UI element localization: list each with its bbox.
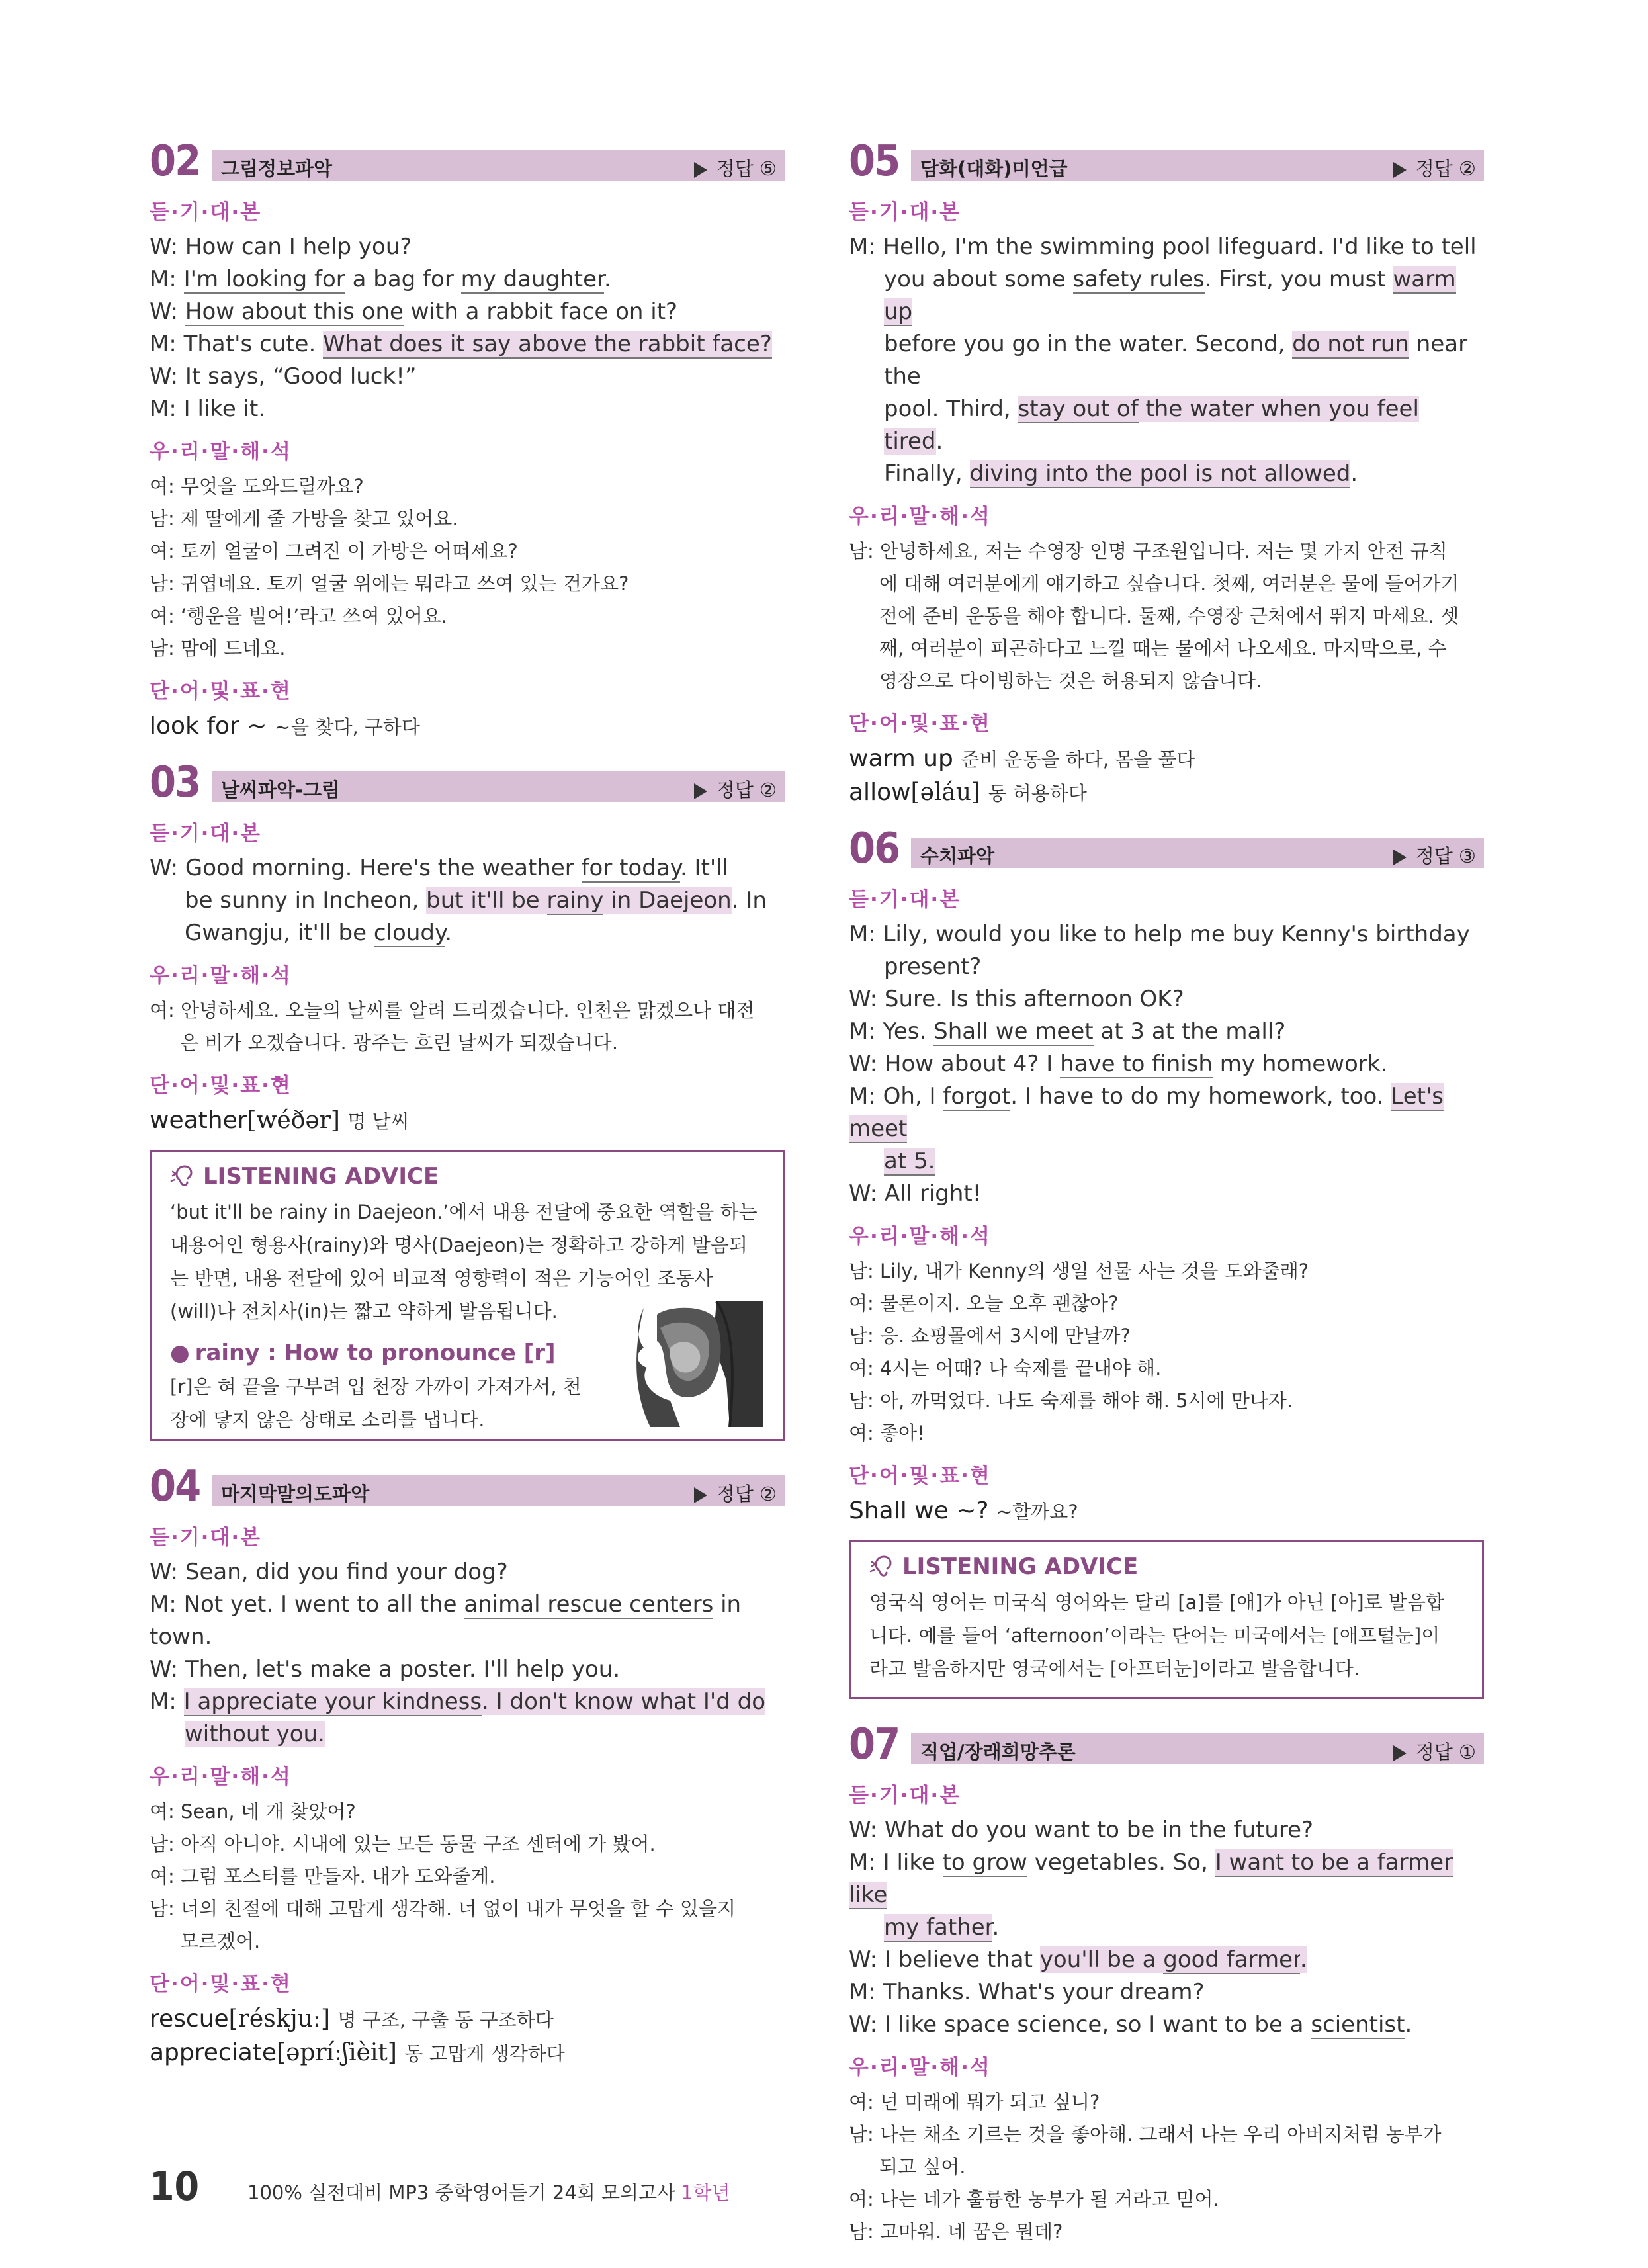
underlined-phrase: forgot bbox=[943, 1083, 1011, 1110]
page-footer bbox=[150, 2163, 730, 2210]
highlighted-phrase: . bbox=[1299, 1946, 1307, 1973]
script-text: Not yet. I went to all the bbox=[183, 1591, 464, 1618]
play-triangle-icon bbox=[694, 1487, 707, 1503]
script-continuation bbox=[849, 458, 1484, 490]
vocab-word: look for ~ bbox=[150, 713, 267, 740]
question-bar bbox=[911, 1733, 1484, 1764]
grade-label: 1학년 bbox=[681, 2181, 730, 2204]
script-text: my homework. bbox=[1212, 1051, 1388, 1077]
question-number: 07 bbox=[849, 1720, 900, 1769]
vocab-item bbox=[150, 2036, 785, 2070]
script-text: Then, let's make a poster. I'll help you. bbox=[185, 1656, 621, 1682]
question-header bbox=[150, 137, 785, 186]
script-line bbox=[849, 1048, 1484, 1080]
advice-title bbox=[869, 1551, 1467, 1582]
translation-line: 여: 4시는 어때? 나 숙제를 끝내야 해. bbox=[849, 1357, 1162, 1379]
question-topic: 수치파악 bbox=[920, 845, 995, 867]
vocab-word: rescue bbox=[150, 2005, 229, 2032]
script-text: Good morning. Here's the weather bbox=[185, 855, 582, 881]
script-continuation bbox=[150, 885, 785, 917]
vocab-label: 단·어·및·표·현 bbox=[849, 1464, 991, 1488]
underlined-phrase: scientist bbox=[1311, 2011, 1405, 2038]
script-text: Oh, I bbox=[883, 1083, 943, 1110]
translation-line: 남: 귀엽네요. 토끼 얼굴 위에는 뭐라고 쓰여 있는 건가요? bbox=[150, 572, 629, 595]
script-text: . bbox=[1405, 2011, 1412, 2038]
question-topic: 담화(대화)미언급 bbox=[920, 157, 1068, 180]
vocab-pronunciation: [əláu] bbox=[910, 779, 981, 806]
advice-line: 장에 닿지 않은 상태로 소리를 냅니다. bbox=[170, 1409, 485, 1431]
speaker: W: bbox=[849, 1817, 878, 1843]
script-label: 듣·기·대·본 bbox=[849, 1784, 961, 1808]
script-text: It says, “Good luck!” bbox=[185, 363, 417, 390]
vocab-item bbox=[150, 2003, 785, 2036]
speaker: W: bbox=[150, 234, 179, 260]
script-line bbox=[150, 1556, 785, 1589]
question-04 bbox=[150, 1462, 785, 2070]
speaker: M: bbox=[150, 266, 177, 292]
advice-line: ‘but it'll be rainy in Daejeon.’에서 내용 전달에 중요한 역할을 하는 bbox=[170, 1201, 758, 1223]
translation-line: 남: 고마워. 네 꿈은 뭔데? bbox=[849, 2220, 1063, 2243]
vocab-label: 단·어·및·표·현 bbox=[150, 1972, 292, 1996]
translation-label: 우·리·말·해·석 bbox=[150, 964, 292, 988]
translation-continuation: 은 비가 오겠습니다. 광주는 흐린 날씨가 되겠습니다. bbox=[180, 1031, 619, 1054]
answer-text: 정답 ⑤ bbox=[716, 157, 777, 180]
script-label: 듣·기·대·본 bbox=[849, 888, 961, 912]
script-text: I like it. bbox=[183, 396, 266, 422]
script-text: you about some bbox=[884, 266, 1073, 292]
advice-line: 는 반면, 내용 전달에 있어 비교적 영향력이 적은 기능어인 조동사 bbox=[170, 1267, 713, 1289]
answer-label bbox=[694, 154, 777, 181]
script-line bbox=[849, 231, 1484, 490]
script-text: Thanks. What's your dream? bbox=[883, 1979, 1205, 2005]
script-line bbox=[150, 296, 785, 328]
question-bar bbox=[212, 771, 785, 802]
translation-line: 남: 아직 아니야. 시내에 있는 모든 동물 구조 센터에 가 봤어. bbox=[150, 1833, 656, 1855]
script-text: before you go in the water. Second, bbox=[884, 331, 1293, 357]
vocab-label: 단·어·및·표·현 bbox=[150, 679, 292, 703]
advice-text bbox=[869, 1586, 1467, 1685]
script-text: Sure. Is this afternoon OK? bbox=[884, 986, 1184, 1012]
highlighted-phrase: without you. bbox=[185, 1721, 325, 1747]
script-text: Hello, I'm the swimming pool lifeguard. I'd like to tell bbox=[883, 234, 1477, 260]
translation-line: 여: 물론이지. 오늘 오후 괜찮아? bbox=[849, 1292, 1119, 1315]
question-02 bbox=[150, 137, 785, 744]
script-label: 듣·기·대·본 bbox=[150, 200, 262, 224]
translation-line: 여: 나는 네가 훌륭한 농부가 될 거라고 믿어. bbox=[849, 2188, 1219, 2210]
highlighted-phrase: What does it say above the rabbit face? bbox=[323, 331, 772, 357]
translation-label: 우·리·말·해·석 bbox=[849, 505, 991, 529]
translation-text: 여: 안녕하세요. 오늘의 날씨를 알려 드리겠습니다. 인천은 맑겠으나 대전 bbox=[150, 999, 755, 1022]
question-number: 02 bbox=[150, 137, 200, 186]
script-line bbox=[150, 328, 785, 361]
speaker: M: bbox=[849, 1979, 876, 2005]
question-number: 05 bbox=[849, 137, 900, 186]
vocab-list bbox=[849, 742, 1484, 810]
translation-line bbox=[150, 994, 785, 1059]
script-continuation bbox=[849, 1911, 1484, 1944]
underlined-phrase: safety rules bbox=[1072, 266, 1205, 292]
underlined-phrase: How about this one bbox=[185, 298, 404, 325]
highlighted-phrase: I appreciate your kindness bbox=[183, 1688, 482, 1715]
vocab-word: appreciate bbox=[150, 2039, 277, 2066]
script-line bbox=[849, 1016, 1484, 1048]
highlighted-phrase: do not run bbox=[1292, 331, 1409, 357]
script-continuation bbox=[150, 917, 785, 949]
script-line bbox=[849, 1944, 1484, 1976]
script-line bbox=[849, 918, 1484, 983]
highlighted-phrase: not allowed bbox=[1220, 460, 1351, 487]
answer-text: 정답 ② bbox=[716, 1483, 777, 1505]
mouth-cross-section-diagram bbox=[630, 1301, 763, 1427]
underlined-phrase: have to finish bbox=[1060, 1051, 1213, 1077]
script-text: be sunny in Incheon, bbox=[185, 887, 427, 914]
vocab-def: 명 구조, 구출 동 구조하다 bbox=[337, 2009, 554, 2031]
script-line bbox=[849, 1178, 1484, 1210]
advice-subtitle-text: rainy : How to pronounce [r] bbox=[195, 1340, 556, 1366]
vocab-def: 준비 운동을 하다, 몸을 풀다 bbox=[961, 748, 1195, 771]
vocab-list bbox=[150, 2003, 785, 2070]
script-text: How about 4? I bbox=[884, 1051, 1061, 1077]
script-line bbox=[150, 231, 785, 263]
script-text: All right! bbox=[884, 1180, 982, 1207]
script-text: . I have to do my homework, too. bbox=[1010, 1083, 1391, 1110]
vocab-def: ~할까요? bbox=[996, 1501, 1078, 1523]
script-line bbox=[849, 1976, 1484, 2009]
vocab-list bbox=[150, 710, 785, 744]
answer-label bbox=[1393, 1737, 1476, 1765]
script-text: . bbox=[603, 266, 611, 292]
vocab-item bbox=[849, 776, 1484, 810]
vocab-def: 동 허용하다 bbox=[988, 782, 1087, 805]
speaker: W: bbox=[150, 855, 179, 881]
listening-advice-box bbox=[150, 1150, 785, 1441]
vocab-pronunciation: [əpríːʃièit] bbox=[277, 2039, 397, 2066]
underlined-phrase: my daughter bbox=[460, 266, 604, 292]
translation-line bbox=[150, 1893, 785, 1958]
script-text: How can I help you? bbox=[185, 234, 412, 260]
translation-text: 남: 안녕하세요, 저는 수영장 인명 구조원입니다. 저는 몇 가지 안전 규칙 bbox=[849, 540, 1448, 562]
translation-continuation: 모르겠어. bbox=[180, 1930, 261, 1952]
underlined-phrase: animal rescue centers bbox=[464, 1591, 714, 1618]
script-line bbox=[849, 983, 1484, 1016]
translation bbox=[849, 2086, 1484, 2248]
script-text: a bag for bbox=[345, 266, 461, 292]
question-bar bbox=[212, 1475, 785, 1506]
answer-text: 정답 ③ bbox=[1415, 845, 1476, 867]
speaker: W: bbox=[150, 363, 179, 390]
translation-line: 여: 넌 미래에 뭐가 되고 싶니? bbox=[849, 2091, 1100, 2113]
page-number: 10 bbox=[150, 2163, 200, 2210]
script bbox=[150, 231, 785, 425]
translation-line: 여: ‘행운을 빌어!’라고 쓰여 있어요. bbox=[150, 605, 448, 627]
script-text: Finally, bbox=[884, 460, 970, 487]
highlighted-phrase: the water when you feel tired bbox=[884, 396, 1419, 455]
script-text: . First, you must bbox=[1204, 266, 1393, 292]
script-text: That's cute. bbox=[183, 331, 324, 357]
translation-line: 남: 응. 쇼핑몰에서 3시에 만날까? bbox=[849, 1325, 1131, 1347]
play-triangle-icon bbox=[1393, 850, 1407, 865]
ear-icon bbox=[869, 1553, 896, 1579]
script-text: What do you want to be in the future? bbox=[884, 1817, 1314, 1843]
bullet-icon: ● bbox=[170, 1340, 190, 1366]
advice-line: [r]은 혀 끝을 구부려 입 천장 가까이 가져가서, 천 bbox=[170, 1375, 582, 1398]
translation bbox=[150, 470, 785, 665]
answer-label bbox=[694, 1479, 777, 1506]
underlined-phrase: for today bbox=[581, 855, 680, 881]
translation-line: 여: 토끼 얼굴이 그려진 이 가방은 어떠세요? bbox=[150, 540, 518, 562]
speaker: M: bbox=[849, 234, 876, 260]
advice-line: 라고 발음하지만 영국에서는 [아프터눈]이라고 발음합니다. bbox=[869, 1657, 1360, 1680]
highlighted-phrase: diving into the pool is bbox=[969, 460, 1221, 487]
vocab-word: warm up bbox=[849, 745, 953, 772]
advice-title bbox=[170, 1161, 768, 1192]
script-label: 듣·기·대·본 bbox=[150, 1526, 262, 1549]
translation-text: 남: 너의 친절에 대해 고맙게 생각해. 너 없이 내가 무엇을 할 수 있을지 bbox=[150, 1897, 736, 1920]
vocab-label: 단·어·및·표·현 bbox=[849, 712, 991, 736]
right-column bbox=[849, 137, 1484, 2268]
advice-title-text: LISTENING ADVICE bbox=[902, 1553, 1139, 1580]
script-text: . bbox=[445, 920, 453, 946]
answer-text: 정답 ① bbox=[1415, 1741, 1476, 1763]
script-continuation bbox=[849, 393, 1484, 458]
advice-line: 내용어인 형용사(rainy)와 명사(Daejeon)는 정확하고 강하게 발음되 bbox=[170, 1234, 748, 1256]
speaker: W: bbox=[849, 986, 878, 1012]
question-07 bbox=[849, 1720, 1484, 2248]
listening-advice-box bbox=[849, 1540, 1484, 1699]
highlighted-phrase: warm up bbox=[884, 266, 1456, 325]
script-continuation: present? bbox=[884, 953, 982, 980]
vocab-label: 단·어·및·표·현 bbox=[150, 1074, 292, 1098]
question-header bbox=[150, 1462, 785, 1511]
script-text: Sean, did you find your dog? bbox=[185, 1559, 508, 1585]
question-number: 03 bbox=[150, 758, 200, 807]
question-topic: 그림정보파악 bbox=[221, 157, 333, 180]
question-topic: 마지막말의도파악 bbox=[221, 1483, 370, 1505]
script-text: I believe that bbox=[884, 1946, 1040, 1973]
script-line bbox=[849, 1847, 1484, 1944]
question-header bbox=[849, 824, 1484, 873]
highlighted-phrase: but it'll be bbox=[426, 887, 547, 914]
question-header bbox=[849, 137, 1484, 186]
question-bar bbox=[911, 838, 1484, 868]
script-text: I like bbox=[883, 1849, 943, 1876]
translation-continuation: 전에 준비 운동을 해야 합니다. 둘째, 수영장 근처에서 뛰지 마세요. 셋 bbox=[879, 605, 1459, 627]
translation-line: 남: 맘에 드네요. bbox=[150, 637, 286, 660]
highlighted-phrase: in Daejeon bbox=[603, 887, 732, 914]
translation bbox=[849, 535, 1484, 697]
highlighted-phrase: good farmer bbox=[1163, 1946, 1300, 1973]
translation-label: 우·리·말·해·석 bbox=[150, 440, 292, 464]
speaker: W: bbox=[849, 1946, 878, 1973]
answer-label bbox=[1393, 842, 1476, 869]
script-continuation bbox=[849, 328, 1484, 393]
advice-title-text: LISTENING ADVICE bbox=[203, 1163, 439, 1190]
script-text: at 3 at the mall? bbox=[1093, 1018, 1286, 1045]
vocab-def: ~을 찾다, 구하다 bbox=[274, 716, 420, 738]
script-line bbox=[150, 263, 785, 296]
speaker: M: bbox=[150, 396, 177, 422]
translation-line: 여: 무엇을 도와드릴까요? bbox=[150, 475, 364, 498]
script-text: Gwangju, it'll be bbox=[185, 920, 374, 946]
vocab-item bbox=[849, 1495, 1484, 1528]
vocab-def: 명 날씨 bbox=[347, 1110, 410, 1133]
question-header bbox=[849, 1720, 1484, 1769]
script-line bbox=[150, 852, 785, 949]
underlined-phrase: to grow bbox=[942, 1849, 1027, 1876]
highlighted-phrase: I want to be a farmer like bbox=[849, 1849, 1453, 1908]
question-05 bbox=[849, 137, 1484, 810]
translation-line bbox=[849, 2118, 1484, 2183]
script bbox=[150, 1556, 785, 1751]
underlined-phrase: Shall we meet bbox=[933, 1018, 1094, 1045]
speaker: M: bbox=[849, 1018, 876, 1045]
script-line bbox=[150, 1653, 785, 1686]
advice-line: 니다. 예를 들어 ‘afternoon’이라는 단어는 미국에서는 [애프털눈]이 bbox=[869, 1624, 1440, 1647]
script-continuation bbox=[849, 1145, 1484, 1178]
script-text: in town. bbox=[150, 1591, 742, 1650]
translation-continuation: 되고 싶어. bbox=[879, 2156, 966, 2178]
question-number: 04 bbox=[150, 1462, 200, 1511]
highlighted-phrase: my father bbox=[884, 1914, 992, 1941]
script-continuation bbox=[150, 1718, 785, 1751]
vocab-item bbox=[150, 710, 785, 744]
play-triangle-icon bbox=[694, 162, 707, 178]
translation-continuation: 에 대해 여러분에게 얘기하고 싶습니다. 첫째, 여러분은 물에 들어가기 bbox=[879, 572, 1459, 595]
answer-label bbox=[1393, 154, 1476, 181]
translation-line: 여: 좋아! bbox=[849, 1422, 925, 1444]
answer-text: 정답 ② bbox=[1415, 157, 1476, 180]
play-triangle-icon bbox=[1393, 162, 1407, 178]
translation-label: 우·리·말·해·석 bbox=[849, 2056, 991, 2079]
script-text: Yes. bbox=[883, 1018, 934, 1045]
speaker: W: bbox=[849, 1051, 878, 1077]
translation-line: 남: 아, 까먹었다. 나도 숙제를 해야 해. 5시에 만나자. bbox=[849, 1389, 1293, 1412]
question-bar bbox=[911, 150, 1484, 181]
script-text: . It'll bbox=[679, 855, 729, 881]
script-line bbox=[849, 2009, 1484, 2041]
speaker: M: bbox=[150, 1591, 177, 1618]
speaker: W: bbox=[150, 1559, 179, 1585]
script-text: vegetables. So, bbox=[1027, 1849, 1215, 1876]
question-bar bbox=[212, 150, 785, 181]
question-topic: 날씨파악-그림 bbox=[221, 779, 341, 801]
vocab-def: 동 고맙게 생각하다 bbox=[404, 2042, 565, 2065]
speaker: W: bbox=[849, 2011, 878, 2038]
question-06 bbox=[849, 824, 1484, 1699]
script-text: . bbox=[1350, 460, 1358, 487]
advice-line: 영국식 영어는 미국식 영어와는 달리 [a]를 [애]가 아닌 [아]로 발음합 bbox=[869, 1591, 1444, 1614]
script bbox=[150, 852, 785, 949]
script-line bbox=[150, 361, 785, 393]
translation-line bbox=[849, 535, 1484, 697]
script-text: near the bbox=[884, 331, 1468, 390]
vocab-list bbox=[150, 1104, 785, 1138]
translation-label: 우·리·말·해·석 bbox=[150, 1765, 292, 1789]
script-line bbox=[849, 1814, 1484, 1847]
script-label: 듣·기·대·본 bbox=[150, 822, 262, 846]
translation-line: 남: Lily, 내가 Kenny의 생일 선물 사는 것을 도와줄래? bbox=[849, 1260, 1309, 1282]
vocab-item bbox=[150, 1104, 785, 1138]
left-column bbox=[150, 137, 785, 2090]
speaker: M: bbox=[849, 1083, 876, 1110]
book-title bbox=[247, 2178, 730, 2205]
highlighted-phrase: at 5. bbox=[884, 1148, 935, 1174]
vocab-pronunciation: [wéðər] bbox=[247, 1107, 340, 1134]
script-continuation bbox=[849, 263, 1484, 328]
answer-text: 정답 ② bbox=[716, 779, 777, 801]
play-triangle-icon bbox=[1393, 1745, 1407, 1761]
script-line bbox=[150, 1686, 785, 1751]
highlighted-phrase: Let's meet bbox=[849, 1083, 1444, 1142]
answer-label bbox=[694, 775, 777, 803]
translation bbox=[849, 1255, 1484, 1450]
script bbox=[849, 918, 1484, 1210]
speaker: M: bbox=[150, 331, 177, 357]
highlighted-phrase: stay out of bbox=[1018, 396, 1139, 422]
question-header bbox=[150, 758, 785, 807]
ear-icon bbox=[170, 1162, 196, 1189]
vocab-item bbox=[849, 742, 1484, 776]
speaker: M: bbox=[849, 1849, 876, 1876]
question-03 bbox=[150, 758, 785, 1441]
script-text: pool. Third, bbox=[884, 396, 1018, 422]
highlighted-phrase: you'll be a bbox=[1039, 1946, 1164, 1973]
underlined-phrase: I'm looking for bbox=[183, 266, 345, 292]
vocab-word: allow bbox=[849, 779, 911, 806]
vocab-list bbox=[849, 1495, 1484, 1528]
speaker: M: bbox=[150, 1688, 177, 1715]
script-text: Lily, would you like to help me buy Kenny's birthday bbox=[883, 921, 1470, 947]
vocab-pronunciation: [réskjuː] bbox=[228, 2005, 331, 2032]
translation-line: 여: Sean, 네 개 찾았어? bbox=[150, 1800, 356, 1823]
script bbox=[849, 1814, 1484, 2041]
script-text: I like space science, so I want to be a bbox=[884, 2011, 1311, 2038]
speaker: W: bbox=[150, 1656, 179, 1682]
script-line bbox=[849, 1080, 1484, 1178]
translation-text: 남: 나는 채소 기르는 것을 좋아해. 그래서 나는 우리 아버지처럼 농부가 bbox=[849, 2123, 1442, 2146]
advice-line: (will)나 전치사(in)는 짧고 약하게 발음됩니다. bbox=[170, 1300, 558, 1323]
translation-line: 여: 그럼 포스터를 만들자. 내가 도와줄게. bbox=[150, 1865, 496, 1888]
script-text: . bbox=[992, 1914, 1000, 1941]
script-line bbox=[150, 1589, 785, 1653]
translation-line: 남: 제 딸에게 줄 가방을 찾고 있어요. bbox=[150, 507, 458, 530]
speaker: W: bbox=[849, 1180, 878, 1207]
vocab-word: Shall we ~? bbox=[849, 1497, 989, 1524]
speaker: M: bbox=[849, 921, 876, 947]
script-label: 듣·기·대·본 bbox=[849, 200, 961, 224]
script-text: . bbox=[935, 428, 943, 455]
question-topic: 직업/장래희망추론 bbox=[920, 1741, 1076, 1763]
script bbox=[849, 231, 1484, 490]
speaker: W: bbox=[150, 298, 179, 325]
question-number: 06 bbox=[849, 824, 900, 873]
vocab-word: weather bbox=[150, 1107, 247, 1134]
underlined-phrase: cloudy bbox=[373, 920, 445, 946]
script-line bbox=[150, 393, 785, 425]
translation-label: 우·리·말·해·석 bbox=[849, 1225, 991, 1248]
translation-continuation: 영장으로 다이빙하는 것은 허용되지 않습니다. bbox=[879, 670, 1262, 692]
highlighted-phrase: rainy bbox=[546, 887, 604, 914]
script-text: with a rabbit face on it? bbox=[403, 298, 678, 325]
translation-continuation: 째, 여러분이 피곤하다고 느낄 때는 물에서 나오세요. 마지막으로, 수 bbox=[879, 637, 1447, 660]
script-text: . In bbox=[731, 887, 767, 914]
translation bbox=[150, 994, 785, 1059]
book-title-text: 100% 실전대비 MP3 중학영어듣기 24회 모의고사 bbox=[247, 2181, 676, 2204]
play-triangle-icon bbox=[694, 783, 707, 799]
translation bbox=[150, 1796, 785, 1958]
highlighted-phrase: . I don't know what I'd do bbox=[482, 1688, 766, 1715]
